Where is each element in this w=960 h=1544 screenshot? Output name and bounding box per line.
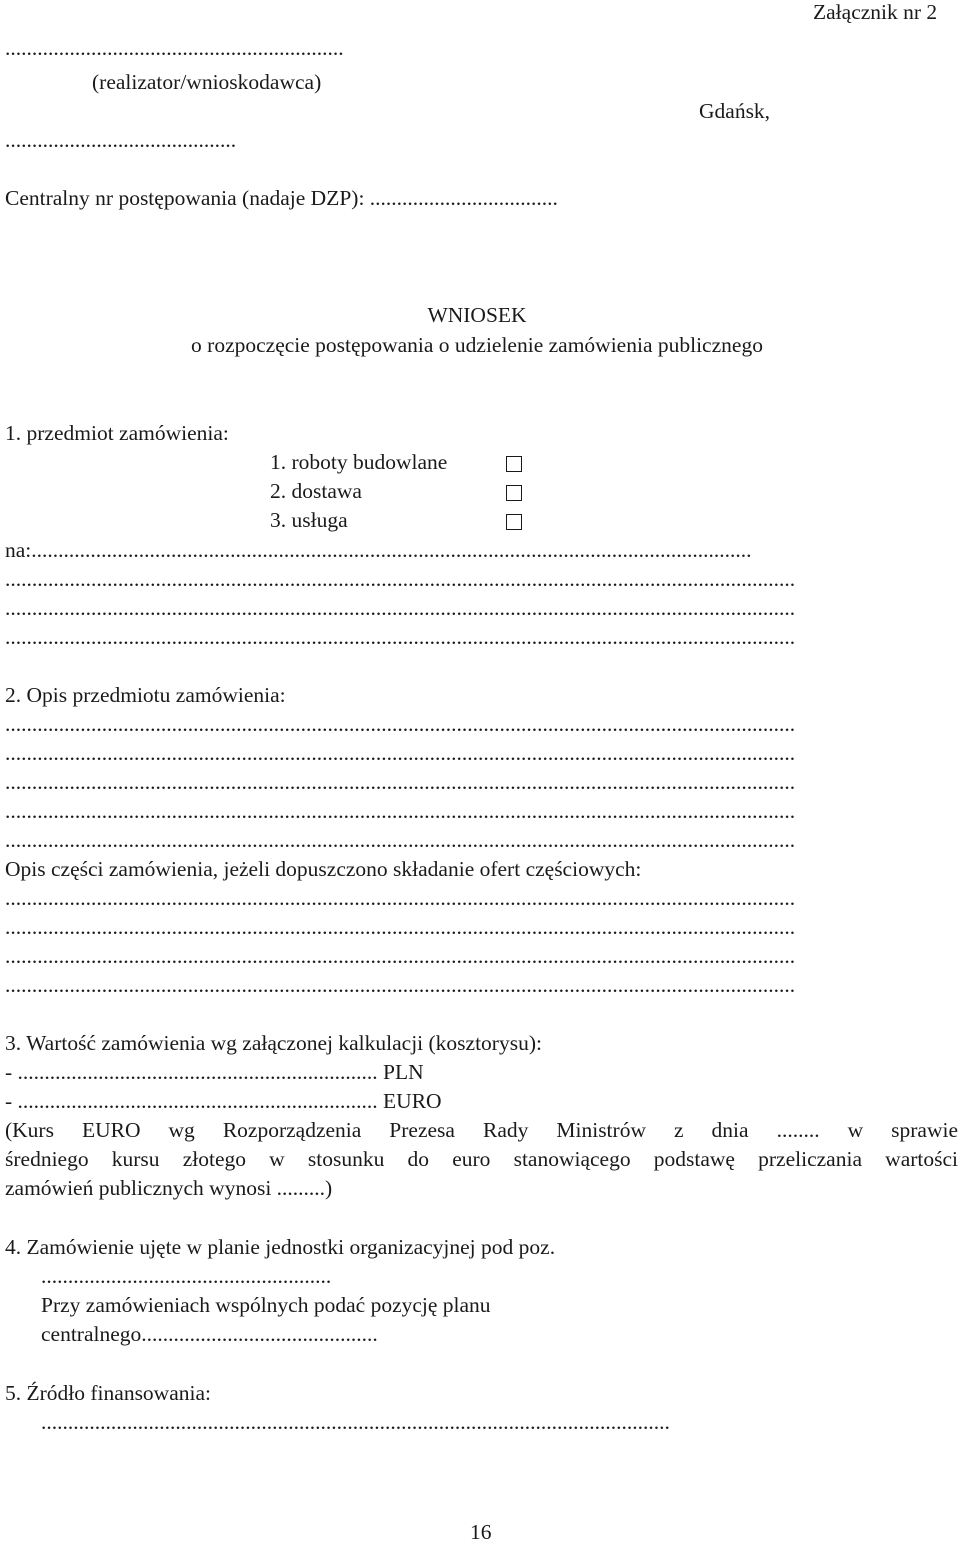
section4-heading: 4. Zamówienie ujęte w planie jednostki organizacyjnej pod poz. [5, 1235, 556, 1259]
option-service: 3. usługa [270, 508, 348, 532]
partial-offers-heading: Opis części zamówienia, jeżeli dopuszczono składanie ofert częściowych: [5, 857, 642, 881]
exchange-rate-line: średniego kursu złotego w stosunku do euro stanowiącego podstawę przeliczania wartości [5, 1147, 958, 1171]
checkbox-supply[interactable] [506, 485, 522, 501]
attachment-label: Załącznik nr 2 [813, 0, 938, 24]
central-plan-field: centralnego............................................ [41, 1322, 378, 1346]
value-pln-field: - ................................................................... PLN [5, 1060, 424, 1084]
applicant-label: (realizator/wnioskodawca) [92, 70, 322, 94]
partial-offers-dotline: ................................................................................................................................................... [5, 973, 796, 997]
checkbox-service[interactable] [506, 514, 522, 530]
checkbox-construction[interactable] [506, 456, 522, 472]
partial-offers-dotline: ................................................................................................................................................... [5, 886, 796, 910]
section2-heading: 2. Opis przedmiotu zamówienia: [5, 683, 286, 707]
option-supply: 2. dostawa [270, 479, 362, 503]
exchange-rate-line: (Kurs EURO wg Rozporządzenia Prezesa Rady Ministrów z dnia ........ w sprawie [5, 1118, 958, 1142]
page-number: 16 [470, 1520, 492, 1544]
description-dotline: ................................................................................................................................................... [5, 770, 796, 794]
document-subtitle: o rozpoczęcie postępowania o udzielenie zamówienia publicznego [191, 333, 763, 357]
description-dotline: ................................................................................................................................................... [5, 828, 796, 852]
subject-dotline: ................................................................................................................................................... [5, 625, 796, 649]
description-dotline: ................................................................................................................................................... [5, 799, 796, 823]
subject-na-field: na:...................................................................................................................................... [5, 538, 752, 562]
description-dotline: ................................................................................................................................................... [5, 741, 796, 765]
description-dotline: ................................................................................................................................................... [5, 712, 796, 736]
subject-dotline: ................................................................................................................................................... [5, 567, 796, 591]
section3-heading: 3. Wartość zamówienia wg załączonej kalkulacji (kosztorysu): [5, 1031, 542, 1055]
value-euro-field: - ................................................................... EURO [5, 1089, 442, 1113]
plan-position-field: ...................................................... [41, 1264, 332, 1288]
section1-heading: 1. przedmiot zamówienia: [5, 421, 229, 445]
exchange-rate-line: zamówień publicznych wynosi .........) [5, 1176, 333, 1200]
document-title: WNIOSEK [427, 303, 527, 327]
option-construction: 1. roboty budowlane [270, 450, 448, 474]
applicant-dotline-2: ........................................... [5, 128, 237, 152]
joint-order-label: Przy zamówieniach wspólnych podać pozycję planu [41, 1293, 491, 1317]
section5-heading: 5. Źródło finansowania: [5, 1381, 211, 1405]
subject-dotline: ................................................................................................................................................... [5, 596, 796, 620]
partial-offers-dotline: ................................................................................................................................................... [5, 915, 796, 939]
partial-offers-dotline: ................................................................................................................................................... [5, 944, 796, 968]
funding-source-field: ..................................................................................................................... [41, 1410, 670, 1434]
case-number-field: Centralny nr postępowania (nadaje DZP): ................................... [5, 186, 558, 210]
applicant-dotline: ............................................................... [5, 36, 344, 60]
city-label: Gdańsk, [699, 99, 771, 123]
